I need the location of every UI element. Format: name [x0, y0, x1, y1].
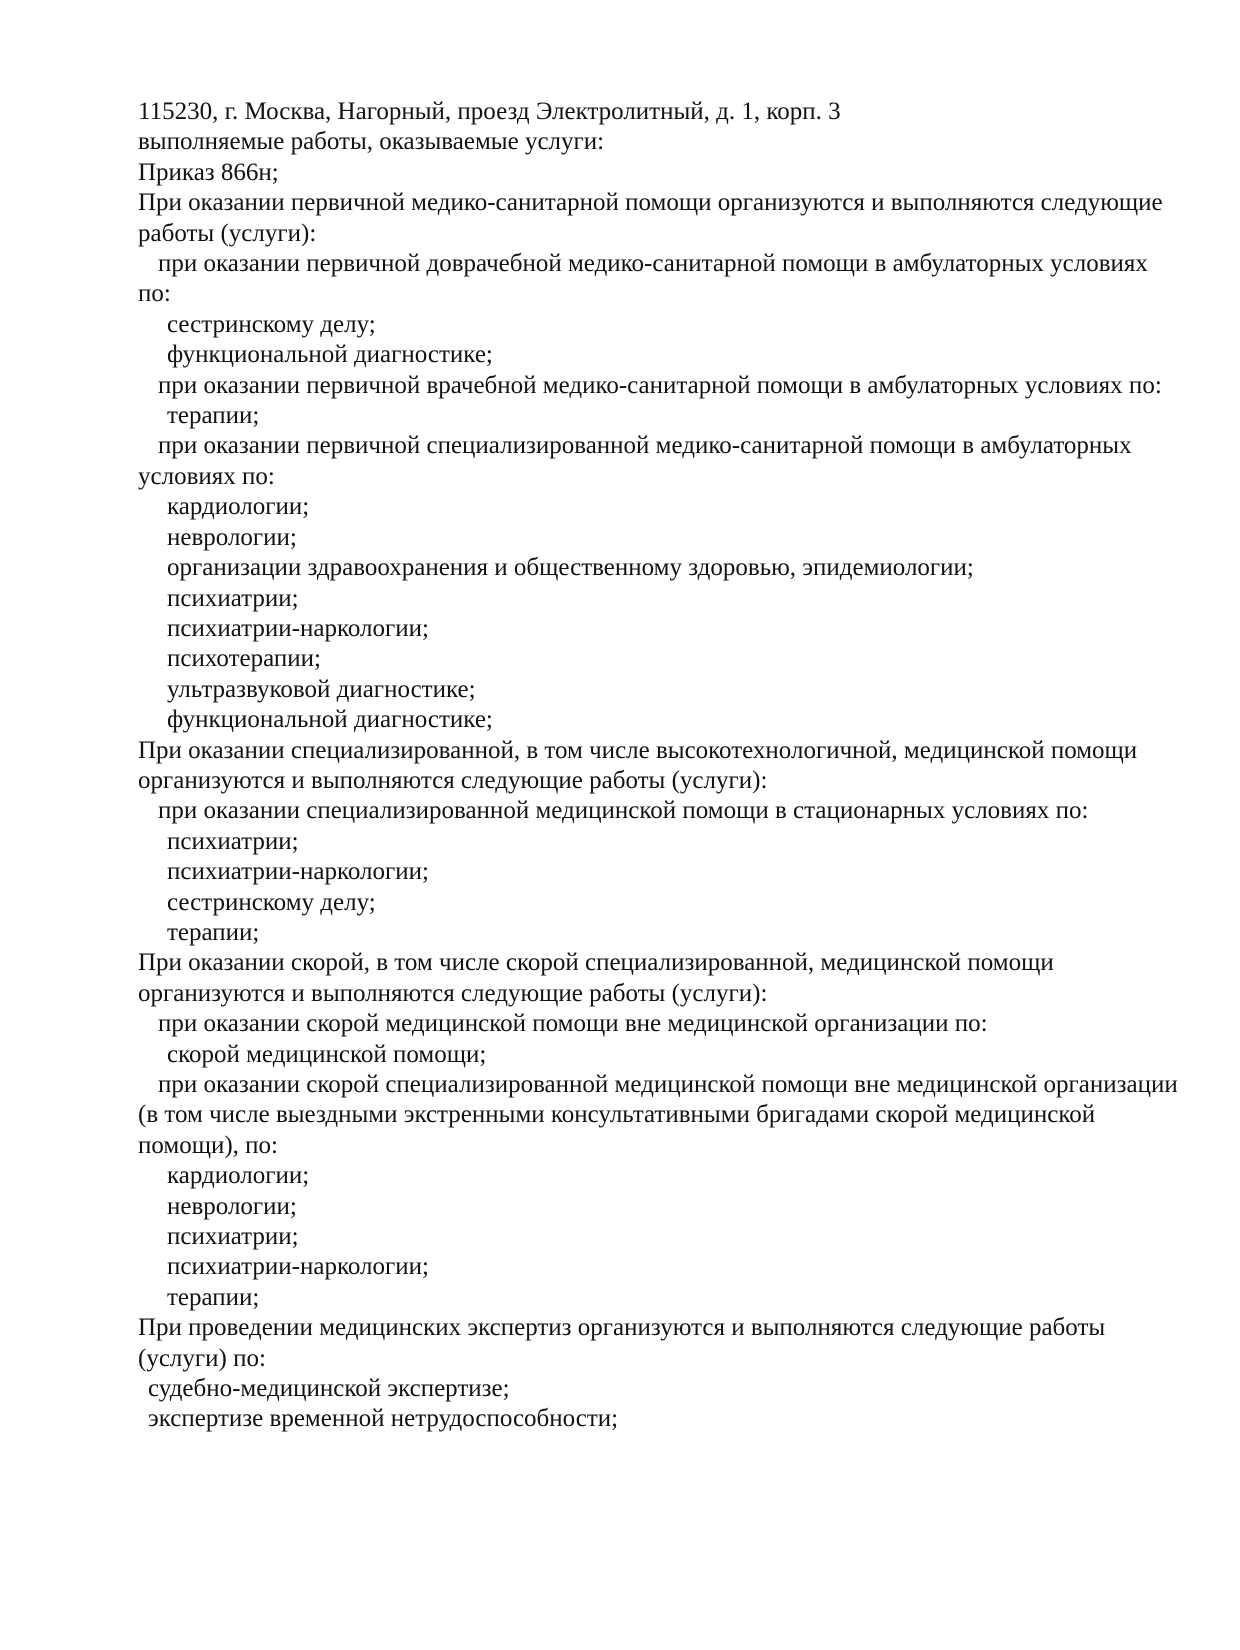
address-line: 115230, г. Москва, Нагорный, проезд Электролитный, д. 1, корп. 3 [138, 98, 841, 125]
service-item: судебно-медицинской экспертизе; [148, 1375, 510, 1403]
service-item: кардиологии; [167, 1162, 310, 1190]
subsection-line: по: [138, 280, 171, 308]
service-item: терапии; [167, 402, 260, 430]
service-item: терапии; [167, 1283, 260, 1311]
service-item: сестринскому делу; [167, 310, 376, 338]
subsection-line: при оказании первичной доврачебной медико-санитарной помощи в амбулаторных условиях [158, 250, 1148, 278]
subsection-line: помощи), по: [138, 1131, 279, 1159]
service-item: психиатрии-наркологии; [167, 858, 429, 886]
order-reference: Приказ 866н; [138, 158, 279, 186]
service-item: психотерапии; [167, 645, 321, 673]
section-heading-line: работы (услуги): [138, 219, 317, 247]
subsection-line: при оказании скорой специализированной медицинской помощи вне медицинской организации [158, 1071, 1178, 1098]
service-item: неврологии; [167, 523, 297, 551]
service-item: ультразвуковой диагностике; [167, 675, 476, 703]
subsection-line: при оказании первичной специализированной медико-санитарной помощи в амбулаторных [158, 432, 1132, 460]
service-item: психиатрии; [167, 584, 299, 612]
subsection-line: условиях по: [138, 462, 275, 490]
section-heading-line: организуются и выполняются следующие работы (услуги): [138, 979, 768, 1007]
subsection-line: при оказании специализированной медицинской помощи в стационарных условиях по: [158, 797, 1089, 825]
service-item: терапии; [167, 918, 260, 946]
section-heading-line: При оказании скорой, в том числе скорой специализированной, медицинской помощи [138, 949, 1054, 977]
service-item: функциональной диагностике; [167, 706, 493, 734]
service-item: сестринскому делу; [167, 888, 376, 916]
section-heading-line: организуются и выполняются следующие работы (услуги): [138, 766, 768, 794]
service-item: кардиологии; [167, 493, 310, 521]
service-item: функциональной диагностике; [167, 341, 493, 369]
service-item: неврологии; [167, 1192, 297, 1220]
service-item: экспертизе временной нетрудоспособности; [148, 1405, 619, 1433]
subsection-line: (в том числе выездными экстренными консультативными бригадами скорой медицинской [138, 1101, 1096, 1129]
service-item: организации здравоохранения и общественному здоровью, эпидемиологии; [167, 554, 974, 582]
section-heading-line: При проведении медицинских экспертиз организуются и выполняются следующие работы [138, 1314, 1106, 1342]
works-services-heading: выполняемые работы, оказываемые услуги: [138, 128, 605, 156]
section-heading-line: (услуги) по: [138, 1344, 266, 1372]
service-item: скорой медицинской помощи; [167, 1040, 487, 1068]
subsection-line: при оказании первичной врачебной медико-санитарной помощи в амбулаторных условиях по: [158, 371, 1162, 399]
subsection-line: при оказании скорой медицинской помощи вне медицинской организации по: [158, 1010, 988, 1038]
section-heading-line: При оказании первичной медико-санитарной помощи организуются и выполняются следующие [138, 189, 1163, 217]
service-item: психиатрии; [167, 827, 299, 855]
service-item: психиатрии-наркологии; [167, 1253, 429, 1281]
service-item: психиатрии; [167, 1223, 299, 1251]
section-heading-line: При оказании специализированной, в том числе высокотехнологичной, медицинской помощи [138, 736, 1138, 764]
service-item: психиатрии-наркологии; [167, 614, 429, 642]
